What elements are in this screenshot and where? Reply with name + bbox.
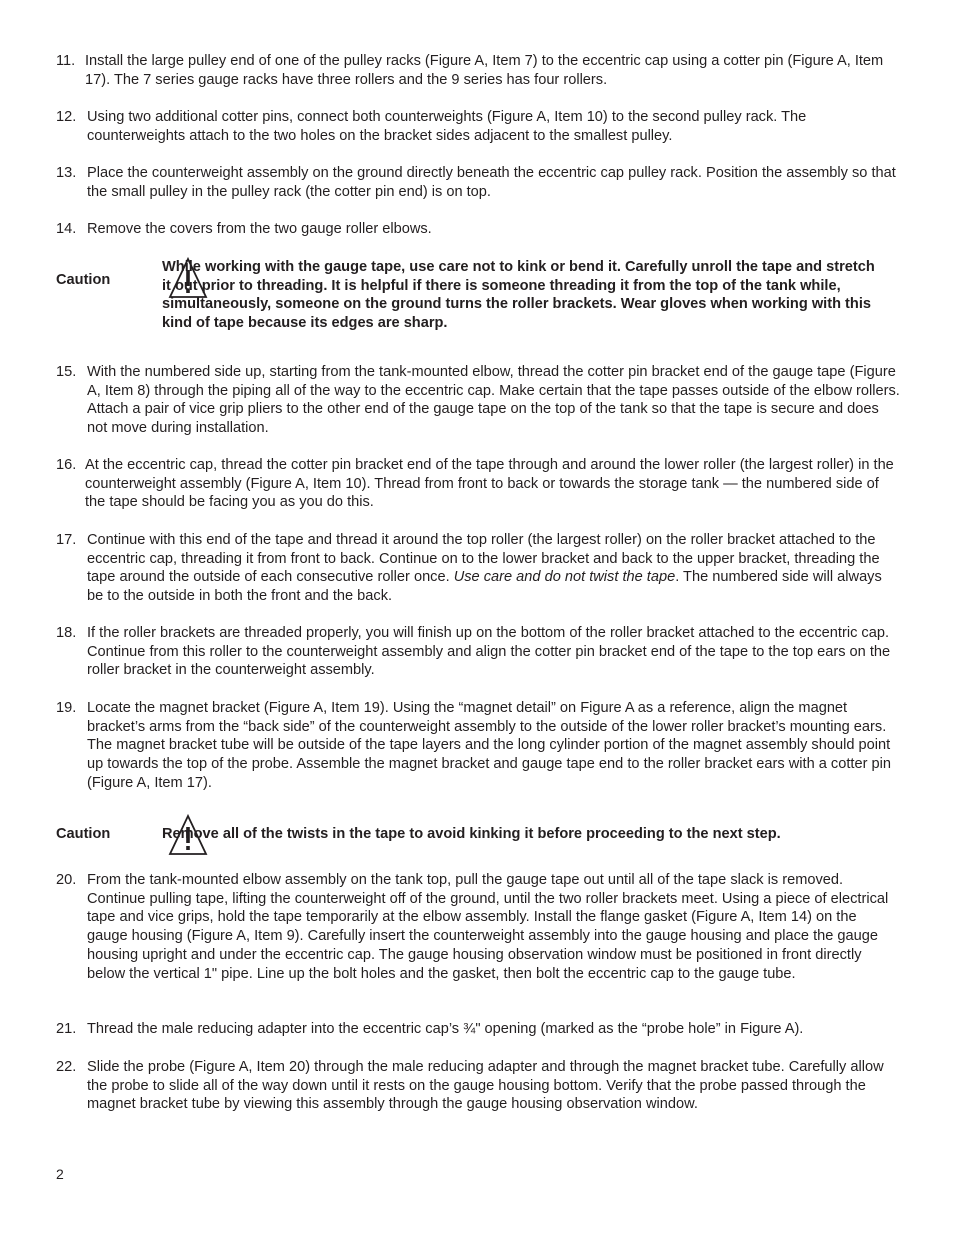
step-20 — [56, 871, 901, 983]
step-number: 16. — [56, 457, 77, 473]
page-number: 2 — [56, 1166, 64, 1182]
step-13 — [56, 164, 901, 201]
step-18 — [56, 624, 901, 680]
caution-text: Remove all of the twists in the tape to avoid kinking it before proceeding to the next step. — [162, 826, 781, 842]
step-number: 14. — [56, 221, 77, 237]
step-17 — [56, 531, 901, 606]
step-text: Install the large pulley end of one of the pulley racks (Figure A, Item 7) to the eccentric cap using a cotter pin (Figure A, Item 17). The 7 series gauge racks have three rollers and the 9 series has four rollers. — [85, 53, 884, 88]
step-22 — [56, 1058, 901, 1114]
step-text: Remove the covers from the two gauge roller elbows. — [87, 221, 432, 237]
step-text: Place the counterweight assembly on the ground directly beneath the eccentric cap pulley rack. Position the assembly so that the small pulley in the pulley rack (the cotter pin end) is on top. — [87, 165, 896, 200]
step-text: At the eccentric cap, thread the cotter pin bracket end of the tape through and around the lower roller (the largest roller) in the counterweight assembly (Figure A, Item 10). Thread from front to back or towards the storage tank — the numbered side of the tape should be facing you as you do this. — [85, 457, 894, 511]
step-number: 12. — [56, 109, 77, 125]
caution-block — [56, 257, 901, 337]
step-number: 21. — [56, 1021, 77, 1037]
step-text: From the tank-mounted elbow assembly on the tank top, pull the gauge tape out until all of the tape slack is removed. Continue pulling tape, lifting the counterweight off of the ground, until the two roller brackets meet. Using a piece of electrical tape and vice grips, hold the tape temporarily at the elbow assembly. Install the flange gasket (Figure A, Item 14) on the gauge housing (Figure A, Item 9). Carefully insert the counterweight assembly into the gauge housing and place the gauge housing upright and under the eccentric cap. The gauge housing observation window must be positioned in front directly below the vertical 1" pipe. Line up the bolt holes and the gasket, then bolt the eccentric cap to the gauge tube. — [87, 872, 889, 982]
step-21 — [56, 1020, 901, 1039]
step-text: With the numbered side up, starting from the tank-mounted elbow, thread the cotter pin bracket end of the gauge tape (Figure A, Item 8) through the piping all of the way to the eccentric cap. Make certain that the tape passes outside of the elbow rollers. Attach a pair of vice grip pliers to the other end of the gauge tape on the top of the tank so that the tape is secure and does not move during installation. — [87, 364, 900, 437]
step-11 — [56, 52, 901, 89]
caution-label: Caution — [56, 272, 111, 288]
step-14 — [56, 220, 901, 239]
step-text — [56, 531, 901, 606]
step-number: 17. — [56, 532, 77, 548]
step-number: 15. — [56, 364, 77, 380]
step-text-emphasis: Use care and do not twist the tape — [453, 569, 676, 586]
step-12 — [56, 108, 901, 145]
caution-block — [56, 814, 901, 858]
step-text: Slide the probe (Figure A, Item 20) through the male reducing adapter and through the magnet bracket tube. Carefully allow the probe to slide all of the way down until it rests on the gauge housing bottom. Verify that the probe passed through the magnet bracket tube by viewing this assembly through the gauge housing observation window. — [87, 1059, 884, 1113]
caution-label: Caution — [56, 826, 111, 842]
step-text: Using two additional cotter pins, connect both counterweights (Figure A, Item 10) to the second pulley rack. The counterweights attach to the two holes on the bracket sides adjacent to the smallest pulley. — [87, 109, 807, 144]
caution-text: While working with the gauge tape, use care not to kink or bend it. Carefully unroll the tape and stretch it out prior to threading. It is helpful if there is someone threading it from the top of the tank while, simultaneously, someone on the ground turns the roller brackets. Wear gloves when working with this kind of tape because its edges are sharp. — [162, 259, 875, 332]
step-number: 19. — [56, 700, 77, 716]
step-number: 18. — [56, 625, 77, 641]
step-number: 20. — [56, 872, 77, 888]
step-number: 11. — [56, 53, 76, 69]
step-text-part: Continue with this end of the tape and thread it around the top roller (the largest roller) on the roller bracket attached to the eccentric cap, threading it from front to back. Continue on to the lower bracket and back to the upper bracket, threading the tape around the outside of each consecutive roller once. — [87, 532, 880, 586]
step-15 — [56, 363, 901, 438]
step-19 — [56, 699, 901, 793]
step-text: Locate the magnet bracket (Figure A, Item 19). Using the “magnet detail” on Figure A as a reference, align the magnet bracket’s arms from the “back side” of the counterweight assembly to the outside of the lower roller bracket’s mounting ears. The magnet bracket tube will be outside of the tape layers and the long cylinder portion of the magnet assembly should point up towards the top of the probe. Assemble the magnet bracket and gauge tape end to the roller bracket ears with a cotter pin (Figure A, Item 17). — [87, 700, 891, 791]
step-number: 22. — [56, 1059, 77, 1075]
step-number: 13. — [56, 165, 77, 181]
step-16 — [56, 456, 901, 512]
step-text: If the roller brackets are threaded properly, you will finish up on the bottom of the roller bracket attached to the eccentric cap. Continue from this roller to the counterweight assembly and align the cotter pin bracket end of the tape to the top ears on the roller bracket in the counterweight assembly. — [87, 625, 891, 679]
step-text: Thread the male reducing adapter into the eccentric cap’s ¾" opening (marked as the “probe hole” in Figure A). — [87, 1021, 804, 1037]
step-text-part: . The numbered side will always be to the outside in both the front and the back. — [87, 569, 882, 605]
